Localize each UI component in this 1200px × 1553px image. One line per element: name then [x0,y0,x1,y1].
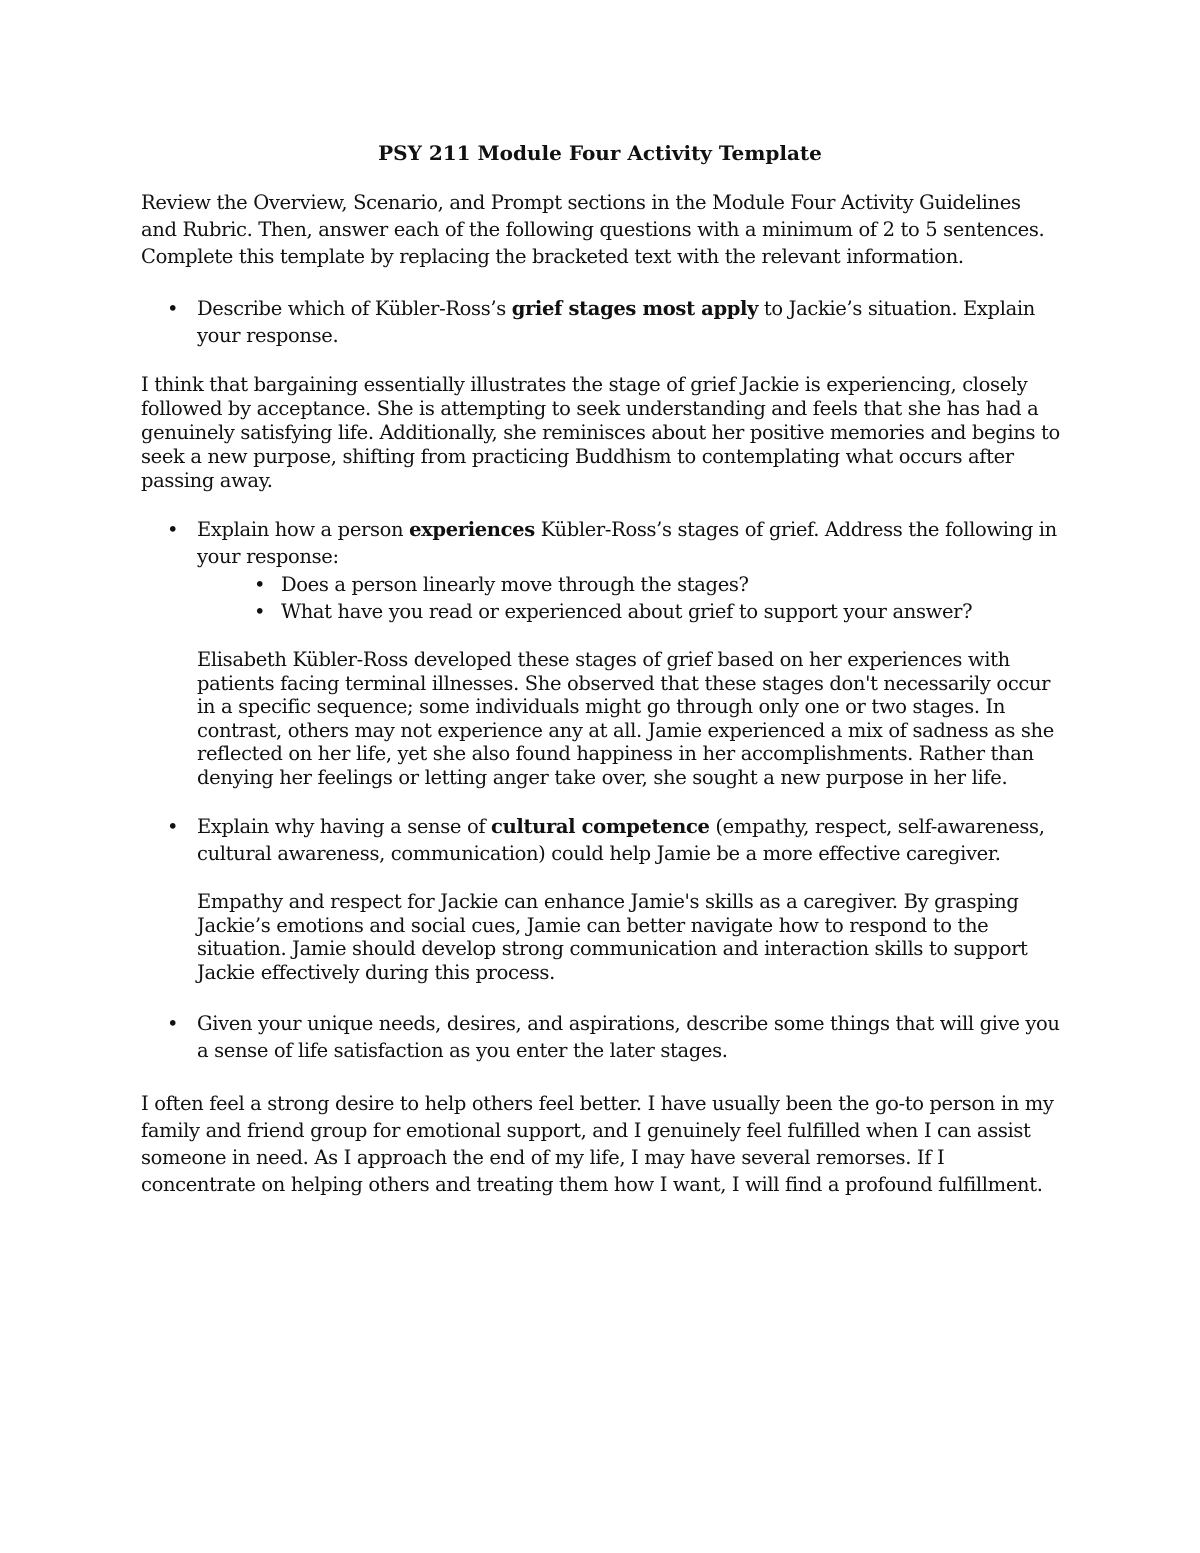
sub-bullet-icon: • [254,600,266,623]
question-3-text-end: (empathy, respect, self-awareness, cultural awareness, communication) could help Jamie be a more effective caregiver. [197,815,1045,865]
question-2-text-start: Explain how a person [197,518,410,541]
answer-2: Elisabeth Kübler-Ross developed these stages of grief based on her experiences with patients facing terminal illnesses. She observed that these stages don't necessarily occur in a specific sequence; some individuals might go through only one or two stages. In contrast, others may not experience any at all. Jamie experienced a mix of sadness as she reflected on her life, yet she also found happiness in her accomplishments. Rather than denying her feelings or letting anger take over, she sought a new purpose in her life. [197,648,1054,789]
question-3-text-start: Explain why having a sense of [197,815,492,838]
document-title: PSY 211 Module Four Activity Template [378,141,822,165]
bullet-icon: • [167,518,179,541]
question-2-text-end: Kübler-Ross’s stages of grief. Address the following in your response: [197,518,1057,568]
bullet-icon: • [167,297,179,320]
bullet-icon: • [167,815,179,838]
question-1-text-start: Describe which of Kübler-Ross’s [197,297,512,320]
question-1-text-end: to Jackie’s situation. Explain your response. [197,297,1035,347]
bullet-icon: • [167,1012,179,1035]
answer-4: I often feel a strong desire to help others feel better. I have usually been the go-to person in my family and friend group for emotional support, and I genuinely feel fulfilled when I can assist someone in need. As I approach the end of my life, I may have several remorses. If I concentrate on helping others and treating them how I want, I will find a profound fulfillment. [141,1092,1054,1196]
question-2-text [197,516,1067,570]
question-2-sub-2-text: What have you read or experienced about grief to support your answer? [281,600,973,623]
question-3-emphasis: cultural competence [491,815,710,838]
question-2-emphasis: experiences [409,518,535,541]
answer-1: I think that bargaining essentially illustrates the stage of grief Jackie is experiencing, closely followed by acceptance. She is attempting to seek understanding and feels that she has had a genuinely satisfying life. Additionally, she reminisces about her positive memories and begins to seek a new purpose, shifting from practicing Buddhism to contemplating what occurs after passing away. [141,373,1060,492]
question-2-sub-1-text: Does a person linearly move through the stages? [281,573,749,596]
question-1-emphasis: grief stages most apply [511,297,759,320]
answer-3: Empathy and respect for Jackie can enhance Jamie's skills as a caregiver. By grasping Jackie’s emotions and social cues, Jamie can better navigate how to respond to the situation. Jamie should develop strong communication and interaction skills to support Jackie effectively during this process. [197,890,1028,984]
sub-bullet-icon: • [254,573,266,596]
question-3-text [197,813,1067,867]
question-1-text [197,295,1067,349]
question-4-text: Given your unique needs, desires, and aspirations, describe some things that will give you a sense of life satisfaction as you enter the later stages. [197,1012,1060,1062]
intro-paragraph: Review the Overview, Scenario, and Prompt sections in the Module Four Activity Guidelines and Rubric. Then, answer each of the following questions with a minimum of 2 to 5 sentences. Complete this template by replacing the bracketed text with the relevant information. [141,191,1045,268]
